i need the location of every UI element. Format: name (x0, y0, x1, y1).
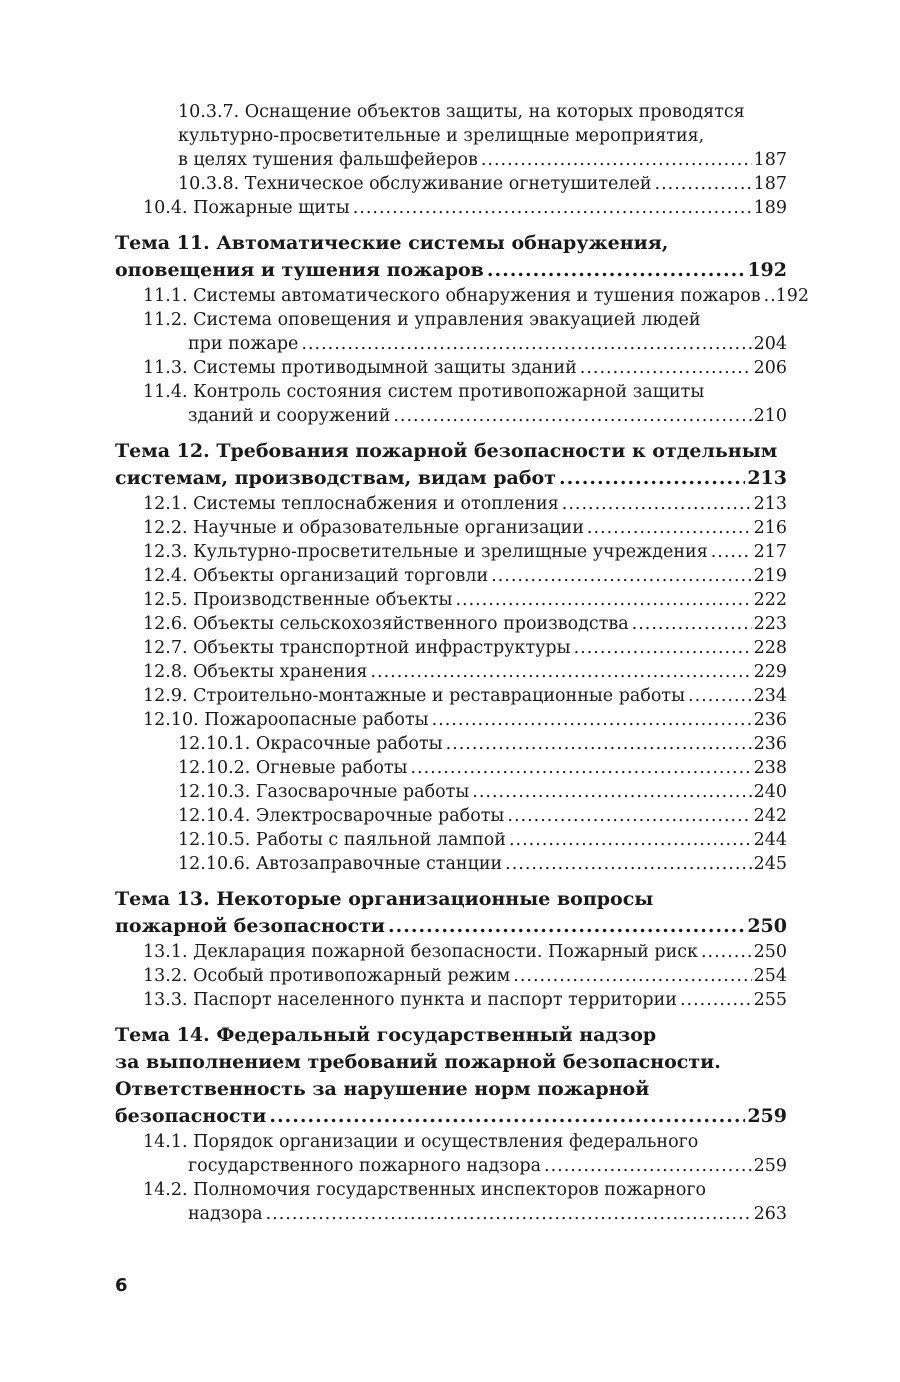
toc-line (115, 284, 809, 308)
toc-line (115, 1130, 787, 1154)
toc-entry-title: Тема 12. Требования пожарной безопасности к отдельным (115, 440, 778, 462)
toc-entry-title: 12.5. Производственные объекты (143, 590, 453, 610)
toc-line (115, 148, 787, 172)
toc-entry-title: 12.7. Объекты транспортной инфраструктуры (143, 638, 571, 658)
toc-topic-heading (115, 230, 787, 284)
toc-page-number: 250 (753, 942, 787, 962)
toc-entry (115, 308, 787, 356)
toc-leader-dots (410, 756, 751, 780)
toc-line (115, 756, 787, 780)
toc-leader-dots (388, 913, 745, 940)
toc-line (115, 1076, 787, 1103)
toc-entry (115, 684, 787, 708)
toc-entry (115, 828, 787, 852)
toc-entry (115, 356, 787, 380)
toc-entry-title: оповещения и тушения пожаров (115, 259, 484, 281)
toc-entry-title: безопасности (115, 1105, 267, 1127)
toc-entry (115, 780, 787, 804)
toc-leader-dots (688, 684, 752, 708)
toc-entry (115, 732, 787, 756)
toc-page-number: 187 (753, 150, 787, 170)
toc-line (115, 124, 787, 148)
toc-entry-title: 12.4. Объекты организаций торговли (143, 566, 489, 586)
toc-entry-title: 12.10.6. Автозаправочные станции (178, 854, 503, 874)
toc-line (115, 465, 787, 492)
toc-line (115, 660, 787, 684)
toc-line (115, 636, 787, 660)
toc-page-number: 217 (753, 542, 787, 562)
toc-entry-title: 12.8. Объекты хранения (143, 662, 368, 682)
toc-leader-dots (513, 964, 751, 988)
toc-entry-title: 12.3. Культурно-просветительные и зрелищные учреждения (143, 542, 708, 562)
toc-page-number: 234 (753, 686, 787, 706)
toc-page-number: 192 (775, 286, 809, 306)
toc-page-number: 213 (753, 494, 787, 514)
toc-entry (115, 612, 787, 636)
toc-page-number: 213 (747, 467, 787, 489)
toc-line (115, 708, 787, 732)
toc-entry (115, 100, 787, 172)
table-of-contents (115, 100, 809, 1226)
toc-leader-dots (655, 172, 752, 196)
toc-entry-title: 12.9. Строительно-монтажные и реставрационные работы (143, 686, 686, 706)
toc-line (115, 588, 787, 612)
toc-line (115, 780, 787, 804)
toc-entry-title: государственного пожарного надзора (188, 1156, 542, 1176)
toc-leader-dots (587, 516, 752, 540)
toc-entry (115, 492, 787, 516)
toc-leader-dots (491, 564, 751, 588)
toc-leader-dots (505, 852, 751, 876)
toc-line (115, 886, 787, 913)
toc-page-number: 228 (753, 638, 787, 658)
toc-page-number: 236 (753, 710, 787, 730)
toc-topic-heading (115, 886, 787, 940)
toc-leader-dots (559, 465, 745, 492)
toc-page-number: 238 (753, 758, 787, 778)
toc-entry-title: 12.10.5. Работы с паяльной лампой (178, 830, 506, 850)
toc-line (115, 492, 787, 516)
toc-entry-title: Тема 14. Федеральный государственный надзор (115, 1024, 657, 1046)
toc-entry (115, 172, 787, 196)
toc-entry-title: 11.2. Система оповещения и управления эвакуацией людей (143, 310, 701, 330)
toc-line (115, 988, 787, 1012)
toc-line (115, 804, 787, 828)
toc-leader-dots (507, 804, 751, 828)
toc-entry-title: 12.2. Научные и образовательные организации (143, 518, 584, 538)
toc-line (115, 1178, 787, 1202)
toc-page-number: 240 (753, 782, 787, 802)
toc-entry (115, 564, 787, 588)
toc-entry-title: 12.10.2. Огневые работы (178, 758, 408, 778)
toc-page-number: 204 (753, 334, 787, 354)
toc-page-number: 236 (753, 734, 787, 754)
toc-entry-title: в целях тушения фальшфейеров (178, 150, 478, 170)
toc-entry-title: 12.6. Объекты сельскохозяйственного производства (143, 614, 629, 634)
toc-entry (115, 540, 787, 564)
toc-line (115, 1202, 787, 1226)
toc-leader-dots (353, 196, 752, 220)
toc-page-number: 222 (753, 590, 787, 610)
toc-leader-dots (544, 1154, 752, 1178)
toc-entry (115, 852, 787, 876)
toc-line (115, 940, 787, 964)
toc-line (115, 438, 787, 465)
toc-entry-title: Тема 13. Некоторые организационные вопросы (115, 888, 654, 910)
toc-leader-dots (562, 492, 752, 516)
toc-page-number: 187 (753, 174, 787, 194)
toc-topic-heading (115, 1022, 787, 1130)
toc-entry (115, 964, 787, 988)
toc-line (115, 332, 787, 356)
toc-page-number: 250 (747, 915, 787, 937)
toc-entry-title: 11.3. Системы противодымной защиты зданий (143, 358, 577, 378)
toc-leader-dots (711, 540, 752, 564)
toc-entry (115, 1178, 787, 1226)
toc-entry-title: зданий и сооружений (188, 406, 391, 426)
toc-leader-dots (509, 828, 752, 852)
toc-entry-title: 14.2. Полномочия государственных инспекторов пожарного (143, 1180, 707, 1200)
toc-entry (115, 804, 787, 828)
toc-page-number: 189 (753, 198, 787, 218)
toc-entry (115, 196, 787, 220)
toc-line (115, 196, 787, 220)
toc-page-number: 192 (747, 259, 787, 281)
toc-page-number: 254 (753, 966, 787, 986)
toc-entry-title: системам, производствам, видам работ (115, 467, 556, 489)
toc-page-number: 210 (753, 406, 787, 426)
toc-leader-dots (680, 988, 752, 1012)
toc-leader-dots (393, 404, 751, 428)
toc-line (115, 230, 787, 257)
toc-entry (115, 636, 787, 660)
toc-leader-dots (446, 732, 752, 756)
toc-entry-title: 10.3.8. Техническое обслуживание огнетушителей (178, 174, 652, 194)
toc-line (115, 356, 787, 380)
toc-entry (115, 284, 809, 308)
toc-line (115, 257, 787, 284)
toc-entry-title: 12.10. Пожароопасные работы (143, 710, 429, 730)
toc-page-number: 255 (753, 990, 787, 1010)
toc-line (115, 1103, 787, 1130)
toc-page-number: 223 (753, 614, 787, 634)
toc-entry (115, 756, 787, 780)
toc-leader-dots (301, 332, 751, 356)
toc-line (115, 828, 787, 852)
toc-leader-dots (481, 148, 752, 172)
toc-line (115, 612, 787, 636)
toc-page-number: 263 (753, 1204, 787, 1224)
toc-entry-title: 13.2. Особый противопожарный режим (143, 966, 511, 986)
toc-leader-dots (764, 284, 774, 308)
toc-page-number: 259 (747, 1105, 787, 1127)
toc-entry (115, 940, 787, 964)
toc-line (115, 684, 787, 708)
toc-entry-title: 11.4. Контроль состояния систем противопожарной защиты (143, 382, 705, 402)
toc-leader-dots (432, 708, 752, 732)
toc-line (115, 380, 787, 404)
toc-page-number: 242 (753, 806, 787, 826)
toc-leader-dots (370, 660, 751, 684)
toc-line (115, 1049, 787, 1076)
toc-entry (115, 988, 787, 1012)
toc-leader-dots (472, 780, 751, 804)
toc-entry-title: надзора (188, 1204, 263, 1224)
toc-leader-dots (580, 356, 752, 380)
toc-page-number: 229 (753, 662, 787, 682)
toc-entry (115, 708, 787, 732)
toc-page-number: 244 (753, 830, 787, 850)
toc-entry (115, 1130, 787, 1178)
toc-entry-title: 12.10.4. Электросварочные работы (178, 806, 505, 826)
toc-entry-title: 12.1. Системы теплоснабжения и отопления (143, 494, 559, 514)
toc-leader-dots (266, 1202, 752, 1226)
toc-line (115, 540, 787, 564)
toc-entry-title: 11.1. Системы автоматического обнаружения и тушения пожаров (143, 286, 761, 306)
toc-entry (115, 516, 787, 540)
toc-page-number: 259 (753, 1156, 787, 1176)
toc-entry-title: 13.3. Паспорт населенного пункта и паспорт территории (143, 990, 677, 1010)
toc-line (115, 100, 787, 124)
toc-line (115, 564, 787, 588)
toc-topic-heading (115, 438, 787, 492)
toc-entry-title: пожарной безопасности (115, 915, 386, 937)
toc-line (115, 516, 787, 540)
toc-line (115, 1022, 787, 1049)
toc-entry-title: 13.1. Декларация пожарной безопасности. Пожарный риск (143, 942, 698, 962)
toc-page-number: 245 (753, 854, 787, 874)
toc-leader-dots (269, 1103, 745, 1130)
toc-line (115, 913, 787, 940)
toc-page-number: 216 (753, 518, 787, 538)
toc-entry-title: Ответственность за нарушение норм пожарной (115, 1078, 650, 1100)
toc-entry-title: 10.4. Пожарные щиты (143, 198, 350, 218)
toc-entry-title: 14.1. Порядок организации и осуществления федерального (143, 1132, 699, 1152)
toc-leader-dots (487, 257, 745, 284)
toc-entry-title: 12.10.3. Газосварочные работы (178, 782, 470, 802)
page-number: 6 (115, 1275, 128, 1296)
toc-line (115, 172, 787, 196)
toc-leader-dots (701, 940, 752, 964)
toc-leader-dots (574, 636, 752, 660)
toc-entry (115, 588, 787, 612)
toc-leader-dots (455, 588, 751, 612)
toc-entry-title: за выполнением требований пожарной безопасности. (115, 1051, 721, 1073)
toc-entry-title: 10.3.7. Оснащение объектов защиты, на которых проводятся (178, 102, 745, 122)
toc-entry-title: 12.10.1. Окрасочные работы (178, 734, 443, 754)
toc-entry-title: культурно-просветительные и зрелищные мероприятия, (178, 126, 705, 146)
toc-line (115, 404, 787, 428)
toc-line (115, 732, 787, 756)
toc-page-number: 206 (753, 358, 787, 378)
toc-entry (115, 660, 787, 684)
toc-line (115, 852, 787, 876)
toc-line (115, 308, 787, 332)
toc-line (115, 1154, 787, 1178)
toc-page-number: 219 (753, 566, 787, 586)
toc-line (115, 964, 787, 988)
toc-entry (115, 380, 787, 428)
toc-entry-title: при пожаре (188, 334, 299, 354)
toc-entry-title: Тема 11. Автоматические системы обнаружения, (115, 232, 669, 254)
toc-leader-dots (632, 612, 752, 636)
